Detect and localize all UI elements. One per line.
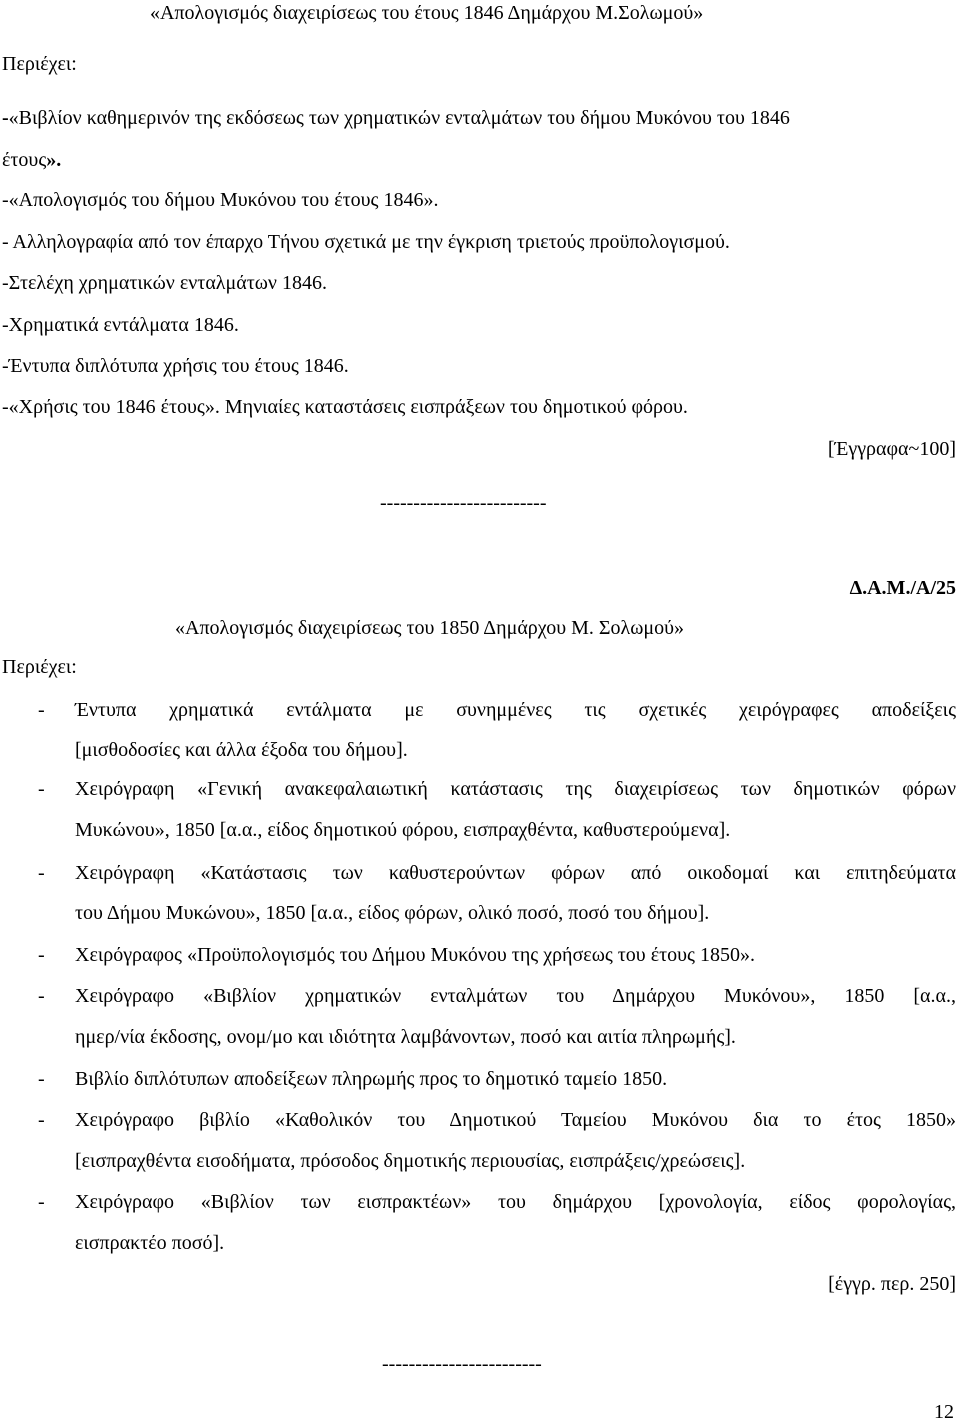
section1-item-1-line1 (2, 108, 790, 128)
list-bullet: - (38, 778, 45, 800)
section1-contains-label: Περιέχει: (2, 53, 77, 75)
section2-item-7-line1: Χειρόγραφο βιβλίο «Καθολικόν του Δημοτικού Ταμείου Μυκόνου δια το έτος 1850» (75, 1109, 956, 1131)
section2-item-5-line2: ημερ/νία έκδοσης, ονομ/μο και ιδιότητα λαμβάνοντων, ποσό και αιτία πληρωμής]. (75, 1026, 736, 1048)
section1-item-3: - Αλληλογραφία από τον έπαρχο Τήνου σχετικά με την έγκριση τριετούς προϋπολογισμού. (2, 231, 730, 253)
section1-item-1-line2 (2, 150, 61, 170)
section2-item-4-line1: Χειρόγραφος «Προϋπολογισμός του Δήμου Μυκόνου της χρήσεως του έτους 1850». (75, 944, 755, 966)
section1-item-6: -Έντυπα διπλότυπα χρήσις του έτους 1846. (2, 355, 349, 377)
section2-item-1-line2: [μισθοδοσίες και άλλα έξοδα του δήμου]. (75, 739, 408, 761)
section2-title: «Απολογισμός διαχειρίσεως του 1850 Δημάρχου Μ. Σολωμού» (175, 617, 685, 639)
item-text: «Βιβλίον καθημερινόν της εκδόσεως των χρηματικών ενταλμάτων του δήμου Μυκόνου του 1846 (8, 107, 790, 129)
section2-item-2-line2: Μυκώνου», 1850 [α.α., είδος δημοτικού φόρου, εισπραχθέντα, καθυστερούμενα]. (75, 819, 731, 841)
list-bullet: - (38, 1109, 45, 1131)
section1-item-2: -«Απολογισμός του δήμου Μυκόνου του έτους 1846». (2, 189, 439, 211)
section1-item-4: -Στελέχη χρηματικών ενταλμάτων 1846. (2, 272, 327, 294)
section2-item-2-line1: Χειρόγραφη «Γενική ανακεφαλαιωτική κατάστασις της διαχειρίσεως των δημοτικών φόρων (75, 778, 956, 800)
section2-item-3-line1: Χειρόγραφη «Κατάστασις των καθυστερούντων φόρων από οικοδομαί και επιτηδεύματα (75, 862, 956, 884)
section2-item-8-line2: εισπρακτέο ποσό]. (75, 1232, 225, 1254)
section1-title: «Απολογισμός διαχειρίσεως του έτους 1846 Δημάρχου Μ.Σολωμού» (150, 2, 704, 24)
list-bullet: - (38, 1068, 45, 1090)
list-bullet: - (38, 985, 45, 1007)
list-bullet: - (38, 862, 45, 884)
section2-item-1-line1: Έντυπα χρηματικά εντάλματα με συνημμένες τις σχετικές χειρόγραφες αποδείξεις (75, 699, 956, 721)
section-separator: ------------------------ (382, 1353, 542, 1375)
item-text: έτους (2, 149, 47, 171)
item-closing: ». (46, 149, 62, 171)
section1-item-5: -Χρηματικά εντάλματα 1846. (2, 314, 239, 336)
section1-document-count: [Έγγραφα~100] (827, 438, 956, 460)
section2-archive-code: Δ.Α.Μ./Α/25 (849, 577, 956, 599)
section2-item-8-line1: Χειρόγραφο «Βιβλίον των εισπρακτέων» του δημάρχου [χρονολογία, είδος φορολογίας, (75, 1191, 956, 1213)
section2-item-5-line1: Χειρόγραφο «Βιβλίον χρηματικών ενταλμάτων του Δημάρχου Μυκόνου», 1850 [α.α., (75, 985, 956, 1007)
item-prefix: - (2, 107, 9, 129)
section1-item-7: -«Χρήσις του 1846 έτους». Μηνιαίες καταστάσεις εισπράξεων του δημοτικού φόρου. (2, 396, 688, 418)
section2-contains-label: Περιέχει: (2, 656, 77, 678)
section2-document-count: [έγγρ. περ. 250] (828, 1273, 956, 1295)
section2-item-3-line2: του Δήμου Μυκώνου», 1850 [α.α., είδος φόρων, ολικό ποσό, ποσό του δήμου]. (75, 902, 710, 924)
section2-item-7-line2: [εισπραχθέντα εισοδήματα, πρόσοδος δημοτικής περιουσίας, εισπράξεις/χρεώσεις]. (75, 1150, 746, 1172)
section2-item-6-line1: Βιβλίο διπλότυπων αποδείξεων πληρωμής προς το δημοτικό ταμείο 1850. (75, 1068, 668, 1090)
section-separator: ------------------------- (380, 492, 547, 514)
list-bullet: - (38, 944, 45, 966)
list-bullet: - (38, 1191, 45, 1213)
list-bullet: - (38, 699, 45, 721)
page-number: 12 (934, 1401, 954, 1423)
